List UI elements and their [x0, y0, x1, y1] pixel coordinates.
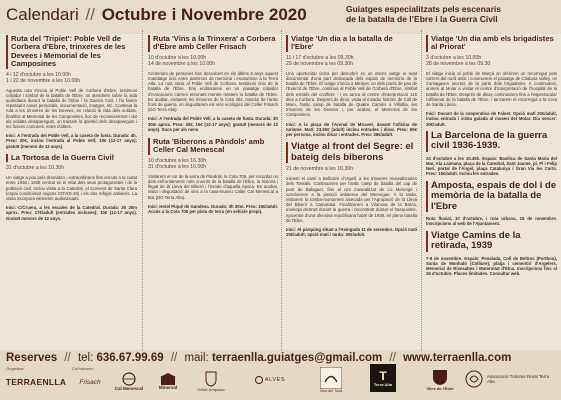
event-biberons-pandols	[148, 138, 278, 214]
event-title: Viatge al front del Segre: el bateig dels biberons	[286, 142, 417, 163]
event-info: Inici: C/Cruera, a les escales de la Catedral. Durada: 3h 30m aprox. Preu: 17€/adult (entrades incloses); 10€ (12-17 anys). Gratuït menors de 12 anys.	[6, 205, 137, 221]
event-date: 28 de novembre a les 09.30	[426, 60, 491, 67]
event-title: Ruta 'Biberons a Pàndols' amb Celler Cal Menescal	[148, 138, 278, 155]
contact-line	[6, 352, 511, 364]
reserves-label: Reserves	[6, 352, 58, 364]
contact-separator: //	[170, 352, 178, 364]
event-title: La Barcelona de la guerra civil 1936-1939.	[426, 131, 557, 152]
event-date: 31 d'octubre a les 16.00h	[148, 163, 207, 170]
event-date: 1 i 22 de novembre a les 10.00h	[6, 77, 81, 84]
column-divider	[281, 30, 282, 350]
event-date: 10 d'octubre a les 16.30h	[148, 157, 207, 164]
title-calendari: Calendari	[6, 5, 79, 24]
terraenlla-logo	[6, 374, 66, 390]
cal-menescal-logo	[112, 368, 146, 394]
event-front-segre	[286, 142, 417, 237]
event-description: 24 d'octubre a les 10.45h. Espais: Basílica de Santa Maria del Mar, Ala Laietana, plaça de la Catedral, Sant Jaume, pl. Pi i Felip Neri, portal de l'Àngel, plaça Catalunya i Gran Via les Corts. Preu: 15€/adult. Inclou les entrades.	[426, 155, 557, 177]
event-description: Visitarem el cor de la serra de Pàndols, la Cota 705, per recordar un dels enfrontaments més cruents de la batalla de l'Ebre, la història i llegat de la Lleva del Biberó i l'èxode d'aquella època. En acabar, visita i degustació de vins a la casa-museu Celler Cal Menescal a Bot (DO Terra Alta).	[148, 173, 278, 200]
event-title: Ruta 'Vins a la Trinxera' a Corbera d'Ebre amb Celler Frisach	[148, 35, 278, 52]
collaboren-label: Col·laboren:	[72, 366, 94, 371]
event-description: Un viatge a pou pels dramàtics i extraordinaris fets viscuts a la ciutat entre 1936 i 1939 centrat en el relat dels seus protagonistes i de la població civil. Inclou visita a la Catedral, el Convent de Santa Clara (espai condicionat segons COVID-19) i els dos refugis antiaeris. La visita incorpora elements audiovisuals.	[6, 175, 137, 202]
event-description: Aquesta ruta s'inicia al Poble Vell de Corbera d'Ebre, testimoni colpidor i símbol de la batalla de l'Ebre, on atendrem sobre la vida quotidiana durant la batalla de l'Ebre i la Guerra Civil. I ho farem repassant casos personals, documentació, imatges, etc. Continua la ruta a les trinxeres de les Devees, en relació la vida dels soldats, finalitza al Memorial de les Camposines, lloc de reconeixement i dol als soldats desapareguts, on tractem la qüestió dels desapareguts i les fosses comunes, entre d'altres.	[6, 87, 137, 130]
event-amposta	[426, 181, 557, 227]
subtitle-line-2: de la batalla de l’Ebre i la Guerra Civil	[346, 14, 498, 24]
bird-emblem-icon	[320, 367, 342, 389]
crest-icon	[204, 371, 218, 387]
event-description: El viatge inicia al poble de Marçà on oferirem un recorregut pels carrers del nucli antic i coneixerem el paisatge de Chabola Valley, on s'amagaven secrets de la parte dels brigadistes. A continuació, anirem al Molar a visitar el centre d'interpretació de l'hospital de la batalla de l'Ebre. Després de dinar, continuarem fins a l'espectacular l'ofibrenat de la batalla de l'Ebre, i tancarem el recorregut a la cova de Santa Llúcia.	[426, 70, 557, 108]
event-info: Inici: A la plaça de l'Arenal de Miravet, davant l'oficina de turisme. Matí: 23,50€ (adult) inclou entrades i dinar. Preu: 65€ per persona, inclou dinar i entrades. Preu: 36€/adult.	[286, 121, 417, 138]
circle-icon	[255, 376, 263, 384]
event-description: Iniciem el camí a Bellcaire d'Urgell, a les trinxeres musealitzades dels Tossals. Continuarem per l'antic camp de batalla del cap de pont de Balaguer, fins al cim musealitzat de Lo Merengé i concloerem a la posició antiaerea del Merengue. A la tarda, visitarem la tomba-monument aixecada per l'Agrupació de la Lleva del Biberó a Camarasa. Finalitzarem a Vilanova de la Barca, municipi destruït durant la guerra i reconstruït durant el franquisme, epicentre d'una ofensiva republicana l'abril de 1938, en plena batalla de l'Ebre.	[286, 176, 417, 223]
website-link[interactable]: www.terraenlla.com	[403, 352, 512, 364]
event-title: Ruta del 'Tripiet': Poble Vell de Corbera d'Ebre, trinxeres de les Devees i Memorial de les Camposines	[6, 35, 137, 69]
event-date: 3 d'octubre a les 10.00h	[426, 54, 482, 61]
logo-label: Terra Alta	[373, 381, 393, 387]
event-date: 21 de novembre a les 10.30h	[286, 166, 354, 173]
event-un-dia-batalla	[286, 35, 417, 137]
logo-label: ALVES	[264, 377, 286, 383]
viles-ebre-logo	[424, 364, 456, 394]
column-3	[286, 32, 417, 348]
column-4	[426, 32, 557, 348]
event-info: Inici: Al pàrquing situat a l'Avinguda 11 de setembre. Opció matí 20€/adult; opció matí i tarda: 30€/adult.	[286, 227, 417, 238]
barrel-icon	[121, 372, 137, 386]
event-description: Centenars de persones han descobert en els últims 6 anys aquest maridatge únic entre patrimoni de memòria i enoturisme a la Terra Alta. La ruta inicia al Poble Vell de Corbera, testimoni únic de la batalla de l'Ebre. Ens endinsarem en un paisatge colpidor d'evocacions carrers enrunats mentre relatem la batalla de l'Ebre. En acabar, visitarem les trinxeres de la Cota 402, minidor de l'antic front de guerra, on degustarem els vins ecològics del Celler Frisach (DO Terra Alta).	[148, 70, 278, 113]
event-retirada	[426, 231, 557, 277]
subtitle-line-1: Guiatges especialitzats pels escenaris	[346, 4, 501, 14]
logo-label: Frisach	[79, 378, 101, 386]
vins-del-tous-logo	[318, 364, 344, 396]
minerval-logo	[150, 368, 186, 394]
page-title	[6, 5, 307, 25]
title-months: Octubre i Novembre 2020	[101, 5, 307, 24]
logo-label: Cal Menescal	[114, 385, 144, 391]
event-title: Amposta, espais de dol i de memòria de la batalla de l'Ebre	[426, 181, 557, 213]
terra-alta-logo	[370, 364, 396, 392]
event-brigadistes	[426, 35, 557, 127]
logo-label: Viles de l'Ebre	[426, 385, 454, 391]
page-subtitle	[346, 4, 556, 24]
logo-label: Associació Turisme Rural Terra Alta	[487, 374, 550, 384]
event-date: 10 d'octubre a les 10.00h	[148, 54, 207, 61]
event-info: Inici: Davant de la cooperativa de Falset. Opció matí 20€/adult, inclou entrada i visita guiada al museu del Molar. Dia sencer: 30€/adult.	[426, 111, 557, 127]
event-title: Viatge Camins de la retirada, 1939	[426, 231, 557, 252]
event-date: 31 d'octubre a les 10.30h	[6, 165, 65, 172]
turisme-rural-logo	[464, 366, 556, 392]
frisach-logo	[74, 372, 106, 392]
event-description: 7-8 de novembre. Espais: Penalada, Coll de Beltros (Portbou), Santa de Monhaló (Colliure), platja i cementiri d'Argelers, Memorial de Rivesaltes i Maternitat d'Elna. Inscripcions fins al 26 d'octubre. Places limitades. Consultar web.	[426, 255, 557, 277]
event-description: Ruta fluvial, 10 d'octubre, i ruta urbana, 15 de novembre. Inscripcions al web de l'Ajuntament.	[426, 216, 557, 227]
email-link[interactable]: terraenlla.guiatges@gmail.com	[211, 352, 383, 364]
event-title: La Tortosa de la Guerra Civil	[6, 154, 137, 162]
t-letter-icon: T	[379, 368, 387, 383]
column-2	[148, 32, 278, 348]
contact-separator: //	[389, 352, 396, 364]
column-divider	[421, 30, 422, 350]
phone-link[interactable]: 636.67.99.69	[96, 352, 164, 364]
mail-label: mail:	[184, 352, 209, 364]
celler-amposta-logo	[196, 368, 226, 394]
event-date: 11 i 17 d'octubre a les 09.30h	[286, 54, 354, 61]
event-tortosa	[6, 154, 137, 221]
event-title: Viatge 'Un dia amb els brigadistes al Priorat'	[426, 35, 557, 52]
event-barcelona	[426, 131, 557, 177]
organitza-label: Organitza:	[6, 366, 25, 371]
building-icon	[159, 373, 177, 385]
logo-label: Minerval	[158, 384, 178, 390]
logo-label: Celler Amposta	[197, 386, 225, 392]
column-divider	[142, 30, 143, 350]
swirl-icon	[464, 369, 484, 389]
event-vins-trinxera	[148, 35, 278, 132]
event-info: Inici: A l'entrada del Poble Vell, a la caseta de fusta. Durada: 3h 30m aprox. Preu: 20€, 15€ (12-17 anys); gratuït (menors de 12 anys). Sucs per als nens.	[148, 116, 278, 132]
tel-label: tel:	[77, 352, 94, 364]
event-date: 4 i 12 d'octubre a les 10.00h	[6, 71, 72, 78]
event-date: 29 de novembre a les 09.30h	[286, 60, 354, 67]
event-tripiet	[6, 35, 137, 149]
event-info: Inici: Hotel Piqué de Gandesa. Durada: 3h 30m. Preu: 15€/adult. Accés a la Cota 705 per pista de terra (en vehicle propi).	[148, 203, 278, 215]
event-title: Viatge 'Un dia a la batalla de l'Ebre'	[286, 35, 417, 52]
alves-logo	[252, 373, 288, 387]
column-1	[6, 32, 137, 348]
shield-icon	[431, 368, 449, 386]
event-info: Inici: A l'entrada del Poble Vell, a la caseta de fusta. Durada: 4h. Preu: 20€, inclou l'entrada al Poble Vell; 10€ (12-17 anys); gratuït (menors de 12 anys).	[6, 133, 137, 149]
event-description: Una oportunitat única per descobrir en un intens viatge el relat documentat d'una part destacada dels espais de memòria de la batalla de l'Ebre. El viatge s'inicia a Miravet, un dels punts de pas de l'Exèrcit de l'Ebre, continua al Poble Vell de Corbera d'Ebre, símbol dels estralls del conflicte - i es tanca al centre d'interpretació 115 dies a Corbera. Després de dinar, visita al mirador històric de Coll de Moro, l'antic camp de batalla de Quatre Camins a Villalba, les trinxeres de les Devees i, per acabar, el Memorial de les Camposines.	[286, 70, 417, 118]
title-separator: //	[85, 5, 95, 24]
logo-label: Vins del Tous	[319, 389, 343, 393]
event-date: 14 de novembre a les 10.00h	[148, 60, 216, 67]
contact-separator: //	[64, 352, 71, 364]
organizer-name: TERRAENLLA	[5, 377, 67, 387]
